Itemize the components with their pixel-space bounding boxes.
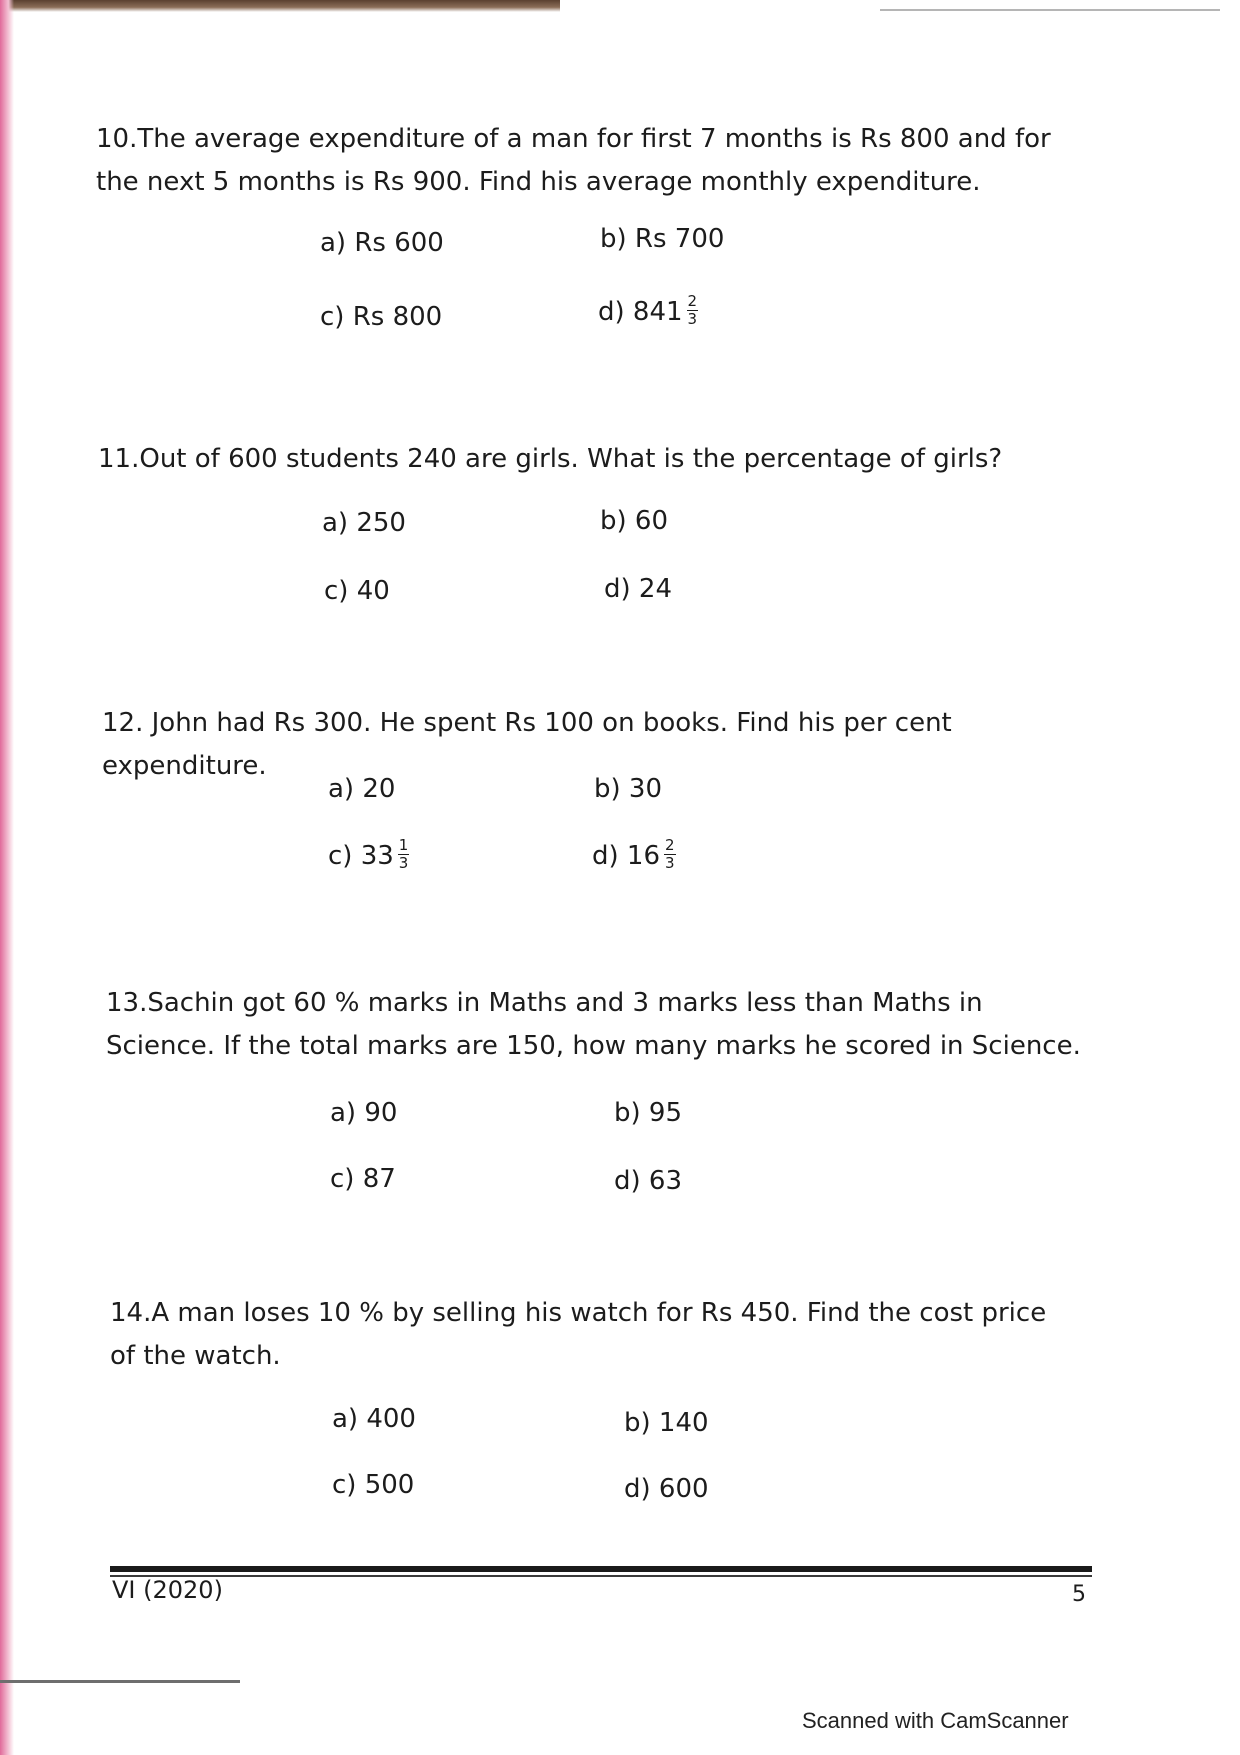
question-text: 13.Sachin got 60 % marks in Maths and 3 marks less than Maths in Science. If the total marks are 150, how many marks he scored in Science. — [106, 988, 1081, 1061]
option-b: b) 60 — [600, 506, 668, 536]
question-13 — [106, 982, 1096, 1068]
footer-rule — [110, 1566, 1092, 1572]
fraction — [398, 838, 410, 871]
option-b: b) 95 — [614, 1098, 682, 1128]
option-c: c) Rs 800 — [320, 302, 443, 332]
option-c — [328, 836, 409, 873]
option-a: a) 250 — [322, 508, 406, 538]
option-text: d) 16 — [592, 841, 660, 871]
fraction-denominator: 3 — [665, 854, 675, 872]
fraction-numerator: 2 — [665, 836, 675, 854]
footer-rule-thin — [110, 1575, 1092, 1577]
fraction — [664, 838, 676, 871]
question-11 — [98, 438, 1088, 481]
option-d — [592, 836, 676, 873]
option-a: a) 90 — [330, 1098, 398, 1128]
option-d: d) 600 — [624, 1474, 709, 1504]
option-d — [598, 292, 698, 329]
option-a: a) Rs 600 — [320, 228, 444, 258]
option-text: d) 841 — [598, 297, 683, 327]
question-text: 14.A man loses 10 % by selling his watch for Rs 450. Find the cost price of the watch. — [110, 1298, 1047, 1371]
option-b: b) 30 — [594, 774, 662, 804]
fraction-numerator: 1 — [398, 836, 409, 854]
paper-top-edge — [0, 0, 560, 12]
option-text: c) 33 — [328, 841, 394, 871]
fraction-numerator: 2 — [687, 292, 698, 310]
question-text: 12. John had Rs 300. He spent Rs 100 on books. Find his per cent expenditure. — [102, 708, 952, 781]
option-d: d) 24 — [604, 574, 672, 604]
option-a: a) 400 — [332, 1404, 416, 1434]
scanner-watermark: Scanned with CamScanner — [802, 1708, 1069, 1733]
fraction-denominator: 3 — [398, 854, 409, 872]
option-b: b) 140 — [624, 1408, 709, 1438]
option-c: c) 500 — [332, 1470, 415, 1500]
option-c: c) 40 — [324, 576, 390, 606]
paper-bottom-edge — [0, 1680, 240, 1683]
question-text: 10.The average expenditure of a man for first 7 months is Rs 800 and for the next 5 months is Rs 900. Find his average monthly expenditure. — [96, 124, 1051, 197]
fraction-denominator: 3 — [687, 310, 698, 328]
page-number: 5 — [1072, 1582, 1086, 1607]
fraction — [687, 294, 699, 327]
option-c: c) 87 — [330, 1164, 396, 1194]
option-b: b) Rs 700 — [600, 224, 725, 254]
question-text: 11.Out of 600 students 240 are girls. What is the percentage of girls? — [98, 444, 1003, 474]
option-a: a) 20 — [328, 774, 396, 804]
option-d: d) 63 — [614, 1166, 682, 1196]
question-10 — [96, 118, 1086, 204]
paper-left-edge — [0, 0, 14, 1755]
footer-class-year: VI (2020) — [112, 1576, 223, 1604]
paper-top-edge-line — [880, 9, 1220, 11]
question-14 — [110, 1292, 1050, 1378]
